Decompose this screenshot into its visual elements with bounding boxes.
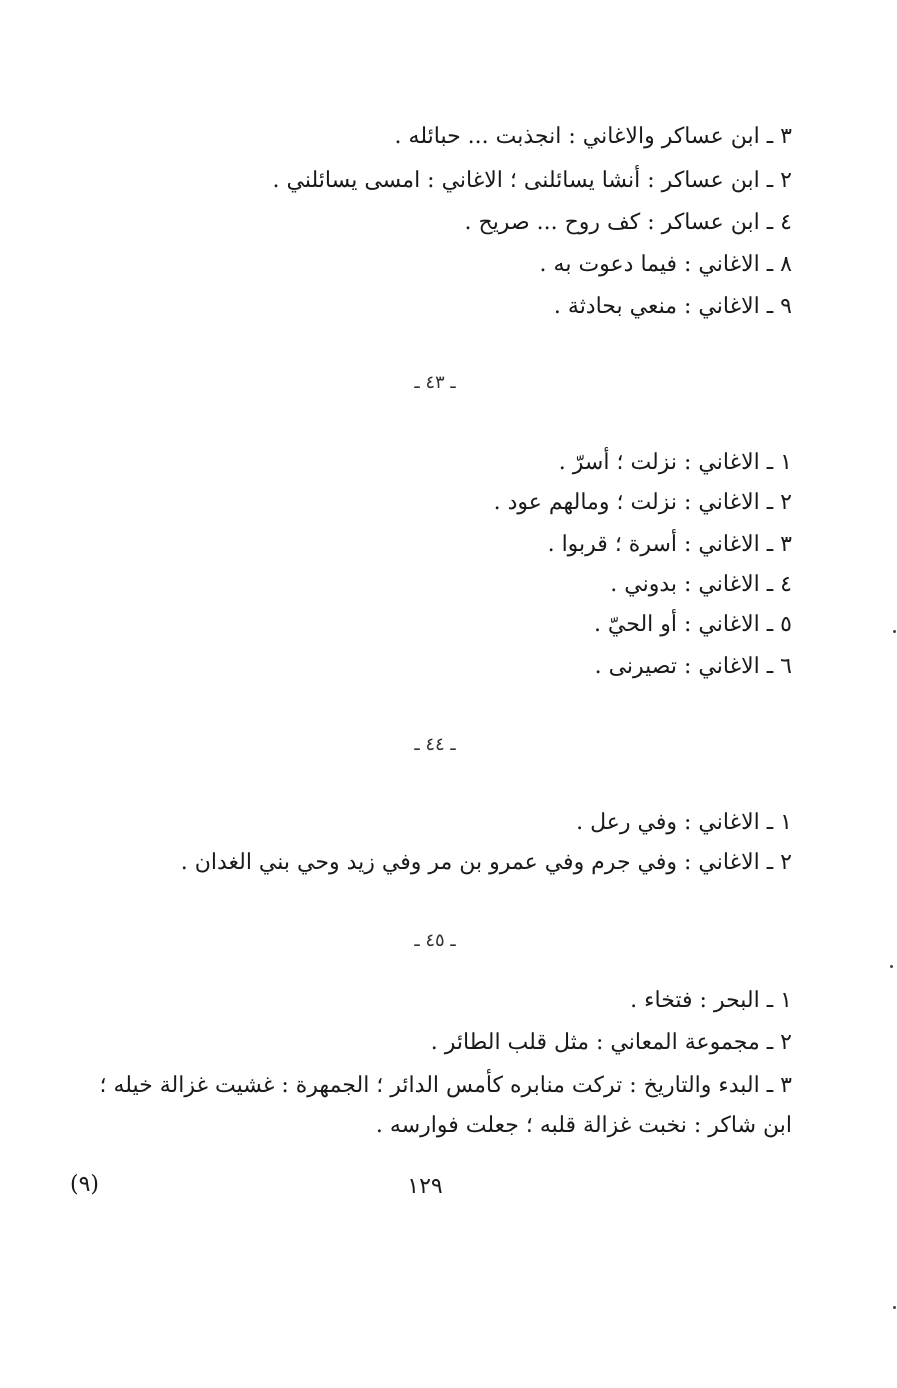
page-number: ١٢٩ [407,1174,443,1199]
footnote-line: ٣ ـ الاغاني : أسرة ؛ قربوا . [547,532,792,557]
scan-speck [893,630,896,633]
footnote-line: ٨ ـ الاغاني : فيما دعوت به . [539,252,792,277]
footnote-line: ٣ ـ البدء والتاريخ : تركت منابره كأمس الدائر ؛ الجمهرة : غشيت غزالة خيله ؛ ابن شاكر : نخبت غزالة قلبه ؛ جعلت فوارسه . [99,1073,792,1138]
footnote-line: ٢ ـ الاغاني : نزلت ؛ ومالهم عود . [493,490,792,515]
section-number: ـ ٤٥ ـ [414,930,456,951]
footnote-line: ١ ـ الاغاني : نزلت ؛ أسرّ . [558,450,792,475]
section-number: ـ ٤٤ ـ [414,734,456,755]
footnote-line: ٥ ـ الاغاني : أو الحيّ . [593,612,792,637]
footnote-line: ٢ ـ ابن عساكر : أنشا يسائلنى ؛ الاغاني : امسى يسائلني . [272,168,792,193]
footnote-line: ٦ ـ الاغاني : تصيرنى . [594,654,792,679]
footnote-line: ١ ـ البحر : فتخاء . [630,988,792,1013]
scan-speck [890,965,893,968]
footnote-line: ١ ـ الاغاني : وفي رعل . [576,810,792,835]
footnote-line: ٤ ـ الاغاني : بدوني . [610,572,792,597]
footnote-line: ٢ ـ الاغاني : وفي جرم وفي عمرو بن مر وفي زيد وحي بني الغدان . [180,850,792,875]
footnote-line: ٩ ـ الاغاني : منعي بحادثة . [553,294,792,319]
footnote-line: ٤ ـ ابن عساكر : كف روح ... صريح . [464,210,792,235]
scan-speck [893,1306,896,1309]
signature-mark: (٩) [70,1172,100,1197]
footnote-line: ٣ ـ ابن عساكر والاغاني : انجذبت ... حبائله . [394,124,792,149]
section-number: ـ ٤٣ ـ [414,372,456,393]
footnote-line: ٢ ـ مجموعة المعاني : مثل قلب الطائر . [430,1030,792,1055]
